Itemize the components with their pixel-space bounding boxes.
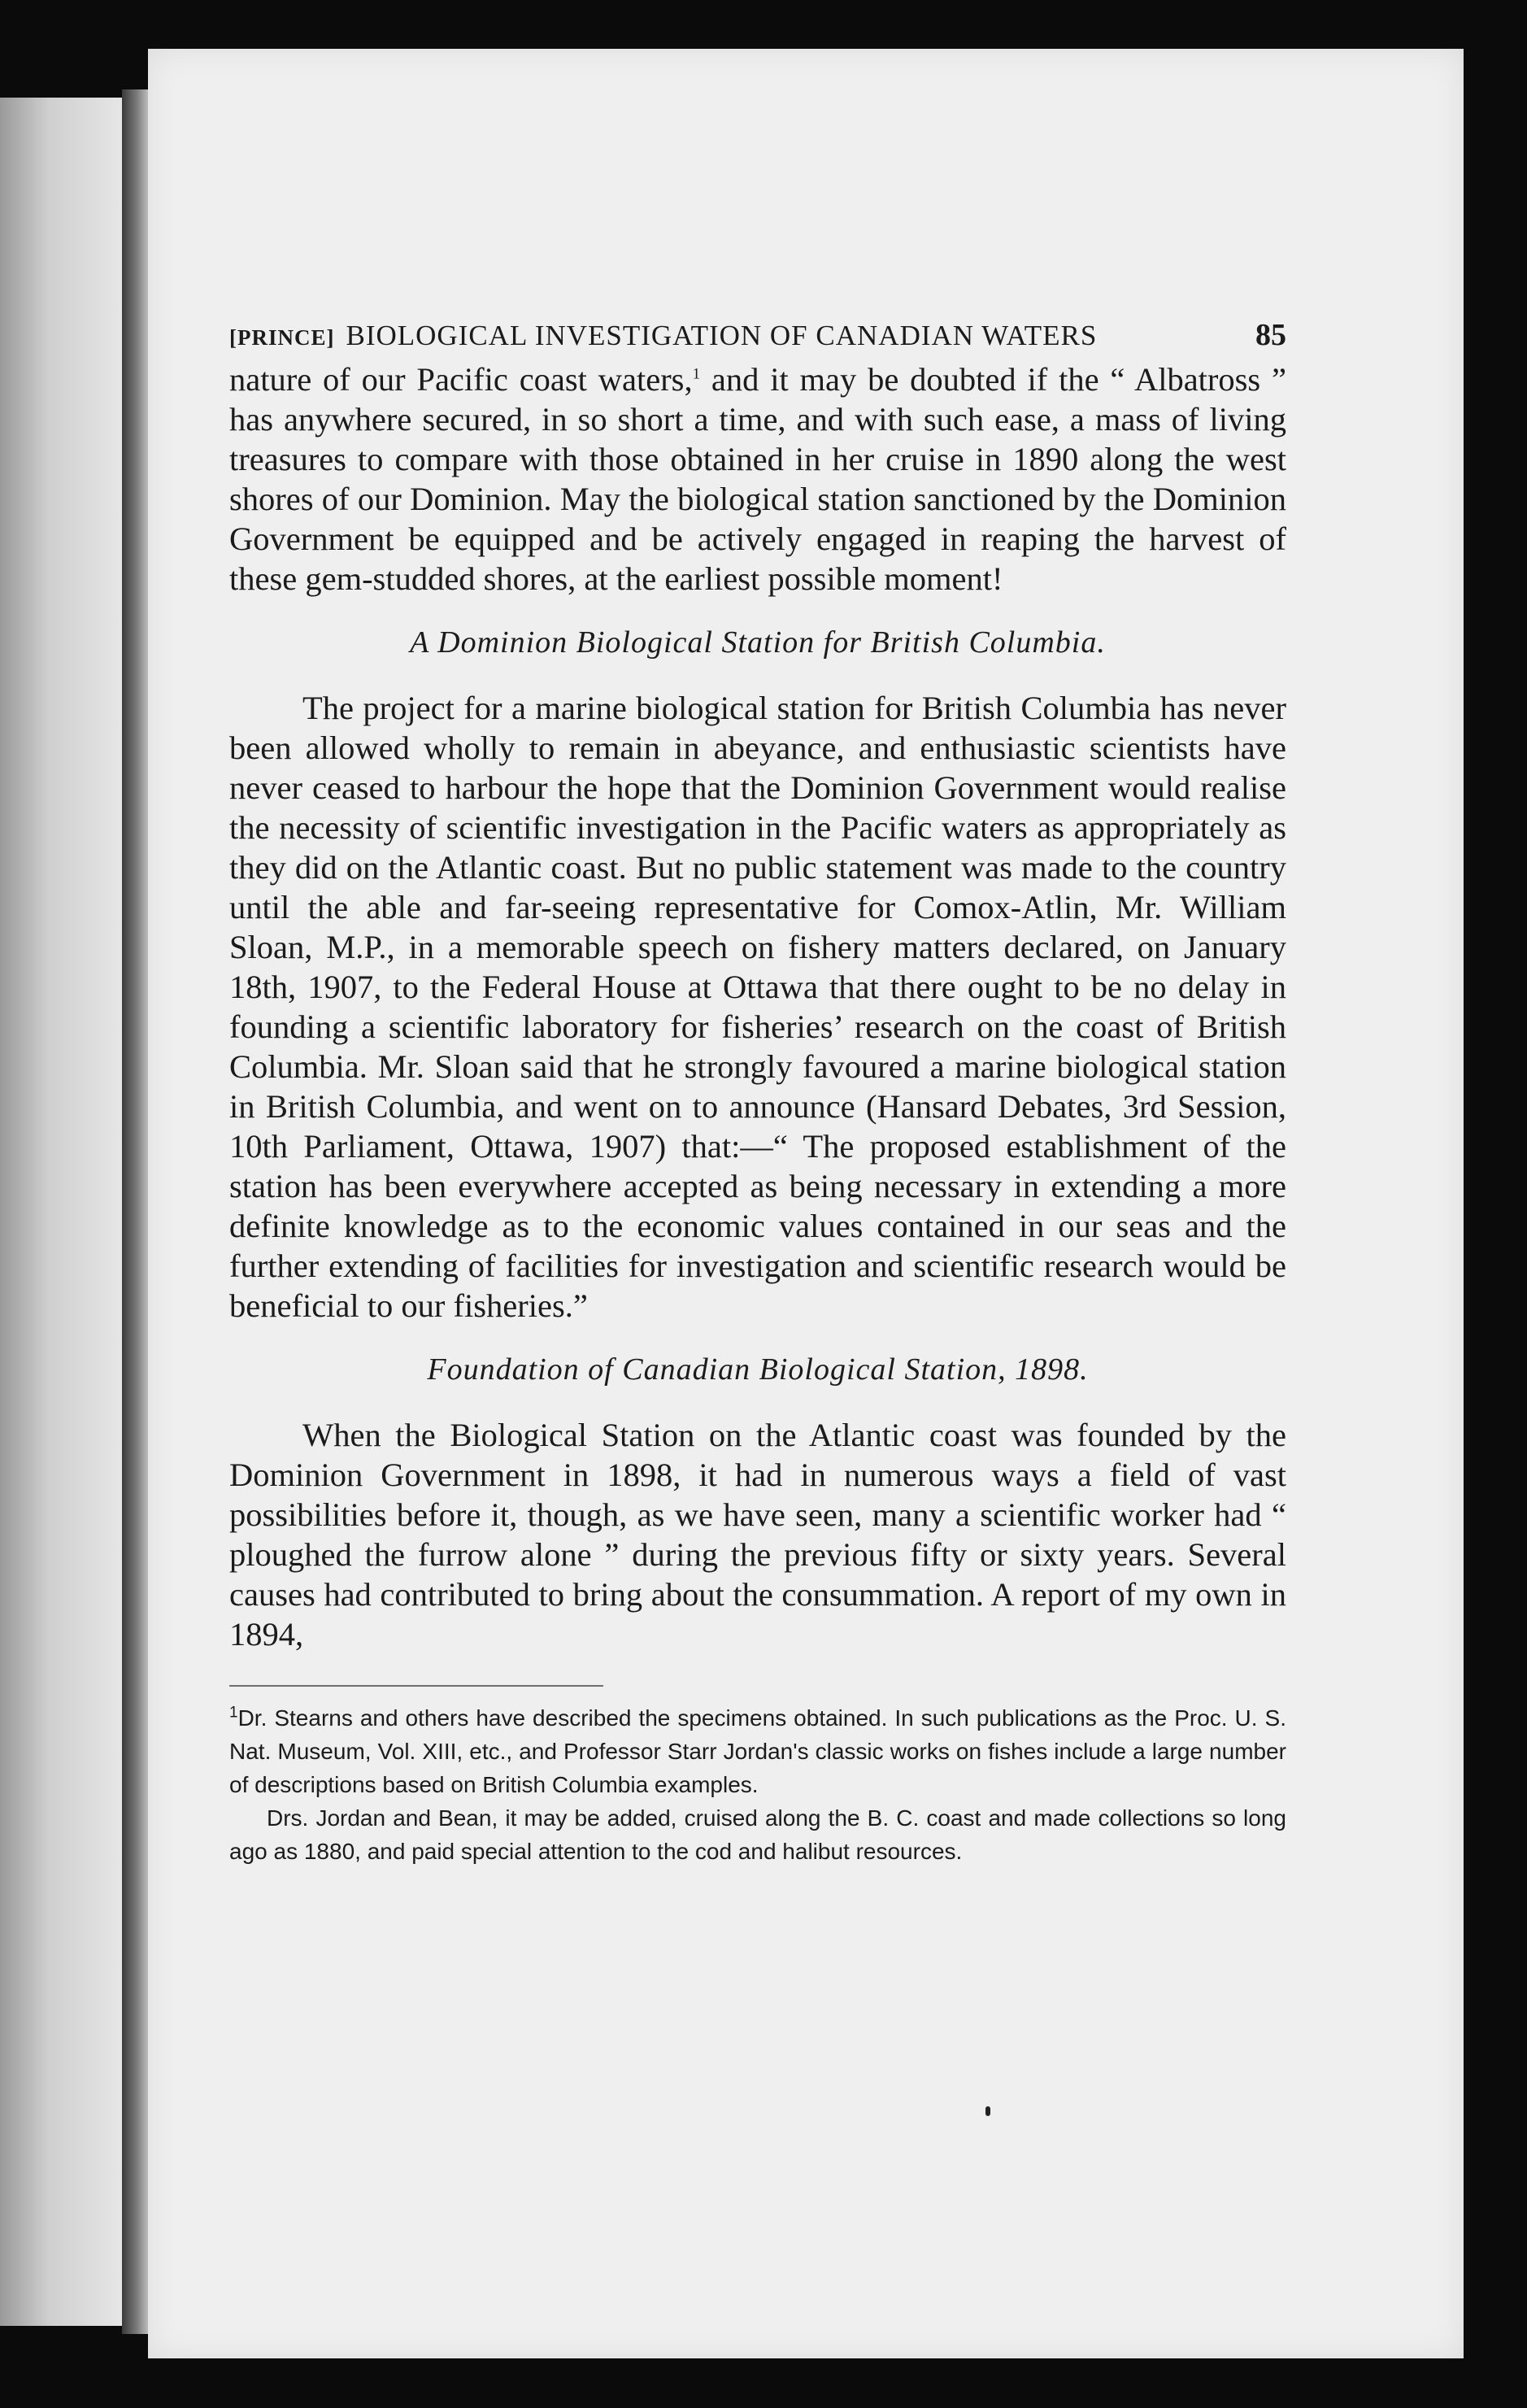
- running-head-author: [PRINCE]: [229, 325, 335, 350]
- section-paragraph-foundation: When the Biological Station on the Atlantic coast was founded by the Dominion Government in 1898, it had in numerous ways a field of vast possibilities before it, though, as we have seen, many a scientific worker had “ ploughed the furrow alone ” during the previous fifty or sixty years. Several causes had contributed to bring about the consummation. A report of my own in 1894,: [229, 1417, 1286, 1653]
- section-heading-dominion-station: A Dominion Biological Station for British Columbia.: [410, 625, 1106, 660]
- ink-speck: [985, 2106, 990, 2116]
- footnote-rule: [229, 1685, 603, 1687]
- previous-page-edge: [0, 98, 122, 2326]
- running-head: [229, 317, 1286, 353]
- section-heading-foundation: Foundation of Canadian Biological Station, 1898.: [427, 1352, 1089, 1387]
- footnote-mark: 1: [229, 1704, 238, 1722]
- footnote-2: [229, 1801, 1286, 1868]
- page-number: 85: [1255, 318, 1286, 352]
- footnote-1-text: Dr. Stearns and others have described the specimens obtained. In such publications as the Proc. U. S. Nat. Museum, Vol. XIII, etc., and Professor Starr Jordan's classic works on fishes include a large number of descriptions based on British Columbia examples.: [229, 1705, 1286, 1797]
- intro-paragraph-text: nature of our Pacific coast waters,$^1$ and it may be doubted if the “ Albatross ” has anywhere secured, in so short a time, and with such ease, a mass of living treasures to compare with those obtained in her cruise in 1890 along the west shores of our Dominion. May the biological station sanctioned by the Dominion Government be equipped and be actively engaged in reaping the harvest of these gem-studded shores, at the earliest possible moment!: [229, 361, 1286, 597]
- section-paragraph-dominion-station: The project for a marine biological station for British Columbia has never been allowed wholly to remain in abeyance, and enthusiastic scientists have never ceased to harbour the hope that the Dominion Government would realise the necessity of scientific investigation in the Pacific waters as appropriately as they did on the Atlantic coast. But no public statement was made to the country until the able and far-seeing representative for Comox-Atlin, Mr. William Sloan, M.P., in a memorable speech on fishery matters declared, on January 18th, 1907, to the Federal House at Ottawa that there ought to be no delay in founding a scientific laboratory for fisheries’ research on the coast of British Columbia. Mr. Sloan said that he strongly favoured a marine biological station in British Columbia, and went on to announce (Hansard Debates, 3rd Session, 10th Parliament, Ottawa, 1907) that:—“ The proposed establishment of the station has been everywhere accepted as being necessary in extending a more definite knowledge as to the economic values contained in our seas and the further extending of facilities for investigation and scientific research would be beneficial to our fisheries.”: [229, 690, 1286, 1324]
- running-head-title: BIOLOGICAL INVESTIGATION OF CANADIAN WATERS: [346, 320, 1098, 351]
- footnote-reference: 1: [692, 365, 701, 383]
- page-text: [229, 317, 1286, 1868]
- book-gutter: [122, 89, 151, 2334]
- book-page: [148, 49, 1464, 2358]
- intro-paragraph: [229, 359, 1286, 599]
- footnote-2-text: Drs. Jordan and Bean, it may be added, cruised along the B. C. coast and made collections so long ago as 1880, and paid special attention to the cod and halibut resources.: [229, 1805, 1286, 1864]
- footnote-1: [229, 1701, 1286, 1801]
